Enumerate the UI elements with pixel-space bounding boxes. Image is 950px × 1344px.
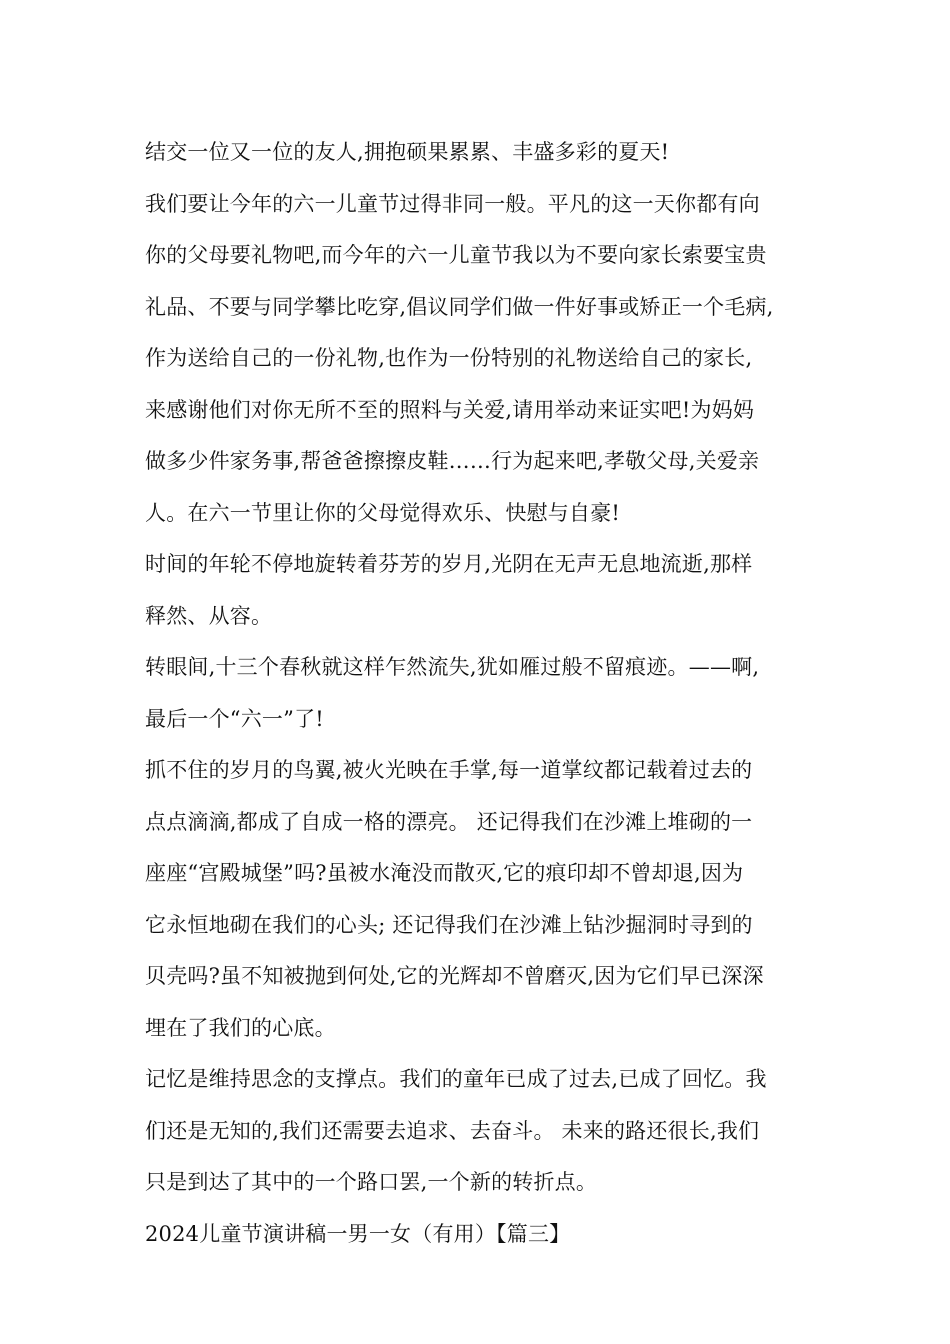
text-line: 们还是无知的,我们还需要去追求、去奋斗。 未来的路还很长,我们 xyxy=(145,1118,760,1143)
text-line: 它永恒地砌在我们的心头; 还记得我们在沙滩上钻沙掘洞时寻到的 xyxy=(145,912,753,937)
section-heading: 2024儿童节演讲稿一男一女（有用）【篇三】 xyxy=(145,1221,571,1246)
text-line: 只是到达了其中的一个路口罢,一个新的转折点。 xyxy=(145,1170,598,1194)
text-line: 时间的年轮不停地旋转着芬芳的岁月,光阴在无声无息地流逝,那样 xyxy=(145,552,753,576)
text-line: 最后一个“六一”了! xyxy=(145,706,324,731)
text-line: 记忆是维持思念的支撑点。我们的童年已成了过去,已成了回忆。我 xyxy=(145,1067,767,1091)
text-line: 你的父母要礼物吧,而今年的六一儿童节我以为不要向家长索要宝贵 xyxy=(145,243,767,267)
document-body xyxy=(145,132,815,1265)
text-line: 点点滴滴,都成了自成一格的漂亮。 还记得我们在沙滩上堆砌的一 xyxy=(145,809,753,834)
text-line: 作为送给自己的一份礼物,也作为一份特别的礼物送给自己的家长, xyxy=(145,346,753,370)
text-line: 座座“宫殿城堡”吗?虽被水淹没而散灭,它的痕印却不曾却退,因为 xyxy=(145,861,744,885)
text-line: 人。在六一节里让你的父母觉得欢乐、快慰与自豪! xyxy=(145,500,621,525)
text-line: 转眼间,十三个春秋就这样乍然流失,犹如雁过般不留痕迹。——啊, xyxy=(145,655,760,679)
text-line: 抓不住的岁月的鸟翼,被火光映在手掌,每一道掌纹都记载着过去的 xyxy=(145,758,753,782)
text-line: 礼品、不要与同学攀比吃穿,倡议同学们做一件好事或矫正一个毛病, xyxy=(145,294,774,319)
text-line: 来感谢他们对你无所不至的照料与关爱,请用举动来证实吧!为妈妈 xyxy=(145,397,755,422)
text-line: 贝壳吗?虽不知被抛到何处,它的光辉却不曾磨灭,因为它们早已深深 xyxy=(145,964,764,988)
text-line: 埋在了我们的心底。 xyxy=(145,1015,336,1040)
text-line: 我们要让今年的六一儿童节过得非同一般。平凡的这一天你都有向 xyxy=(145,191,760,216)
text-line: 做多少件家务事,帮爸爸擦擦皮鞋……行为起来吧,孝敬父母,关爱亲 xyxy=(145,449,760,473)
text-line: 释然、从容。 xyxy=(145,603,273,628)
text-line: 结交一位又一位的友人,拥抱硕果累累、丰盛多彩的夏天! xyxy=(145,140,670,164)
